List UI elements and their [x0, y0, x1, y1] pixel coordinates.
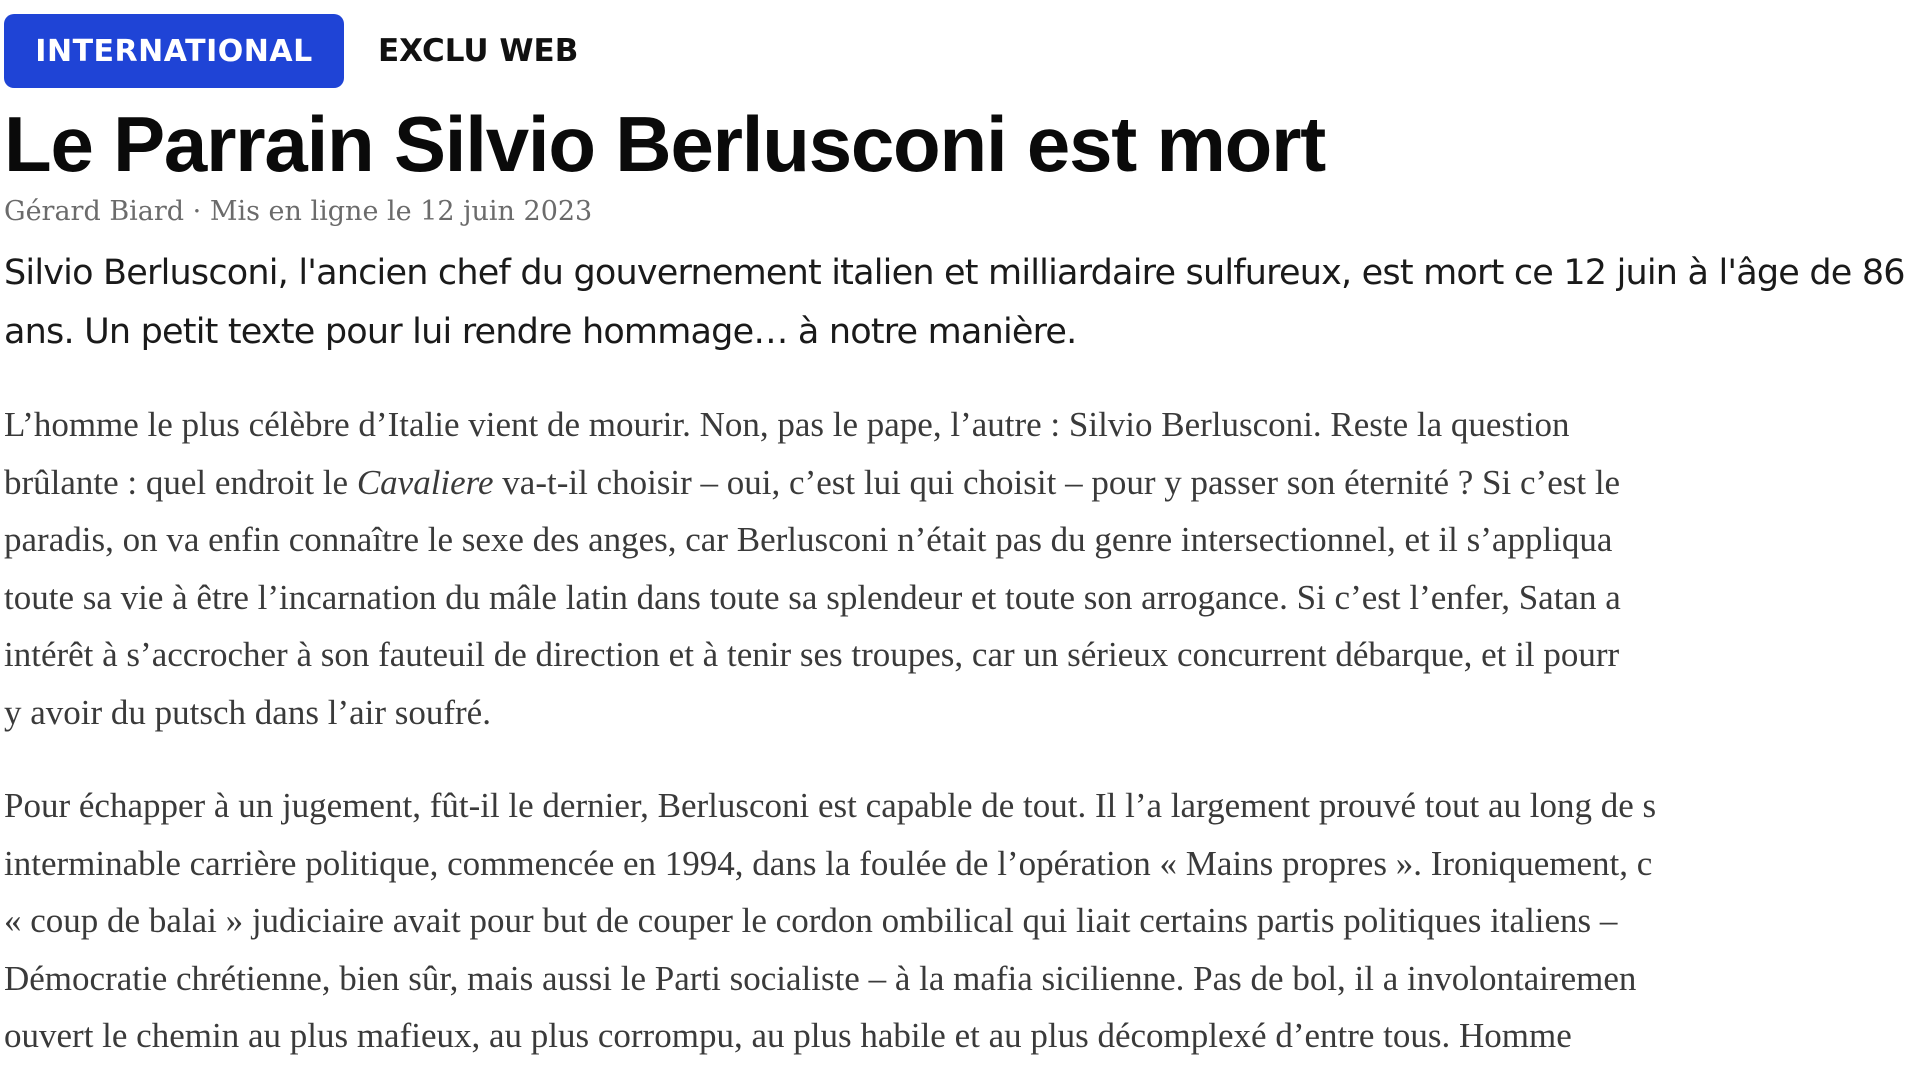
article-title: Le Parrain Silvio Berlusconi est mort — [4, 100, 1326, 188]
article-byline: Gérard Biard · Mis en ligne le 12 juin 2023 — [4, 196, 593, 227]
body-paragraph-2 — [4, 777, 1920, 1065]
italic-term-cavaliere: Cavaliere — [356, 462, 494, 502]
lead-line: Silvio Berlusconi, l'ancien chef du gouvernement italien et milliardaire sulfureux, est mort ce 12 juin à l'âge de 86 — [4, 253, 1905, 293]
paragraph-line: Pour échapper à un jugement, fût-il le dernier, Berlusconi est capable de tout. Il l’a largement prouvé tout au long de s — [4, 786, 1657, 825]
category-badge-international[interactable]: INTERNATIONAL — [4, 14, 344, 88]
paragraph-line: interminable carrière politique, commencée en 1994, dans la foulée de l’opération « Mains propres ». Ironiquement, c — [4, 843, 1653, 883]
article-lead — [4, 244, 1920, 362]
paragraph-line: paradis, on va enfin connaître le sexe des anges, car Berlusconi n’était pas du genre intersectionnel, et il s’appliqua — [4, 520, 1613, 559]
paragraph-line: intérêt à s’accrocher à son fauteuil de direction et à tenir ses troupes, car un sérieux concurrent débarque, et il pourr — [4, 635, 1620, 674]
text-run: va-t-il choisir – oui, c’est lui qui choisit – pour y passer son éternité ? Si c’est le — [493, 462, 1621, 502]
body-paragraph-1 — [4, 396, 1920, 741]
paragraph-line: Démocratie chrétienne, bien sûr, mais aussi le Parti socialiste – à la mafia sicilienne. Pas de bol, il a involontairemen — [4, 958, 1637, 998]
article-tags — [4, 14, 1920, 88]
exclu-web-label: EXCLU WEB — [378, 33, 579, 69]
article — [4, 14, 1920, 1080]
paragraph-line — [4, 454, 1920, 512]
paragraph-line: ouvert le chemin au plus mafieux, au plus corrompu, au plus habile et au plus décomplexé d’entre tous. Homme — [4, 1016, 1572, 1055]
paragraph-line: y avoir du putsch dans l’air soufré. — [4, 692, 491, 732]
paragraph-line: « coup de balai » judiciaire avait pour but de couper le cordon ombilical qui liait certains partis politiques italiens – — [4, 901, 1618, 940]
paragraph-line: toute sa vie à être l’incarnation du mâle latin dans toute sa splendeur et toute son arrogance. Si c’est l’enfer, Satan a — [4, 577, 1621, 617]
paragraph-line: L’homme le plus célèbre d’Italie vient de mourir. Non, pas le pape, l’autre : Silvio Berlusconi. Reste la question — [4, 405, 1570, 444]
text-run: brûlante : quel endroit le — [4, 462, 357, 502]
lead-line: ans. Un petit texte pour lui rendre hommage… à notre manière. — [4, 312, 1077, 352]
